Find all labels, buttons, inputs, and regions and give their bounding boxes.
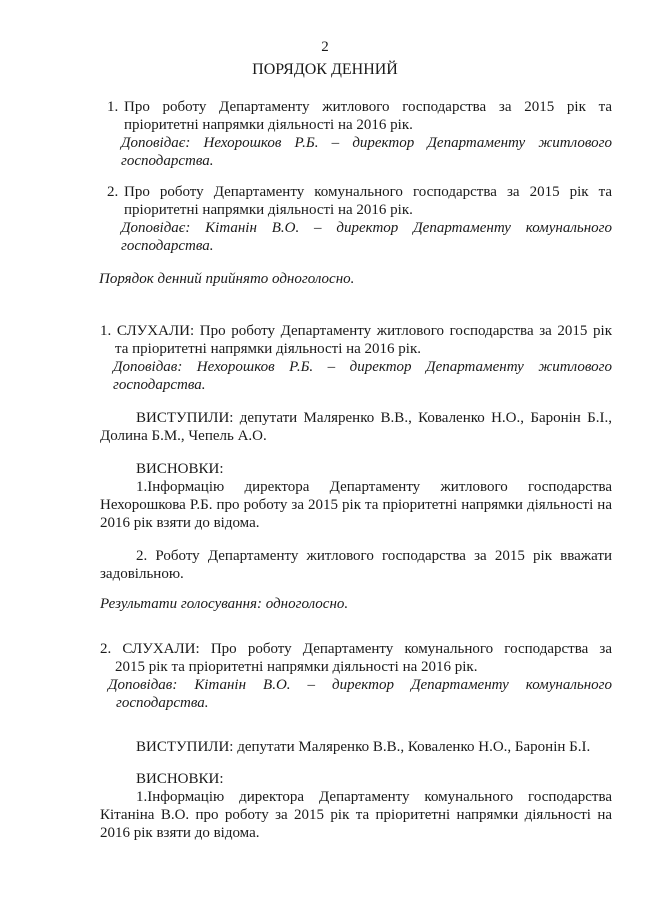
item1-conclusion2-line2: задовільною. bbox=[100, 566, 184, 582]
item1-conclusion1-line2: Нехорошкова Р.Б. про роботу за 2015 рік та пріоритетні напрямки діяльності на bbox=[100, 497, 612, 513]
agenda-item-2-reporter-line1: Доповідає: Кітанін В.О. – директор Департаменту комунального bbox=[121, 220, 612, 236]
item1-reporter-line1: Доповідав: Нехорошков Р.Б. – директор Департаменту житлового bbox=[113, 359, 612, 375]
item2-heard-line2: 2015 рік та пріоритетні напрямки діяльності на 2016 рік. bbox=[115, 659, 478, 675]
item2-conclusion1-line2: Кітаніна В.О. про роботу за 2015 рік та пріоритетні напрямки діяльності на bbox=[100, 807, 612, 823]
item2-reporter-line1: Доповідав: Кітанін В.О. – директор Департаменту комунального bbox=[108, 677, 612, 693]
item1-heard-line1: 1. СЛУХАЛИ: Про роботу Департаменту житлового господарства за 2015 рік bbox=[100, 323, 612, 339]
page-number: 2 bbox=[321, 39, 329, 55]
item2-spoke-line1: ВИСТУПИЛИ: депутати Маляренко В.В., Коваленко Н.О., Баронін Б.І. bbox=[136, 739, 591, 755]
item2-conclusion1-line3: 2016 рік взяти до відома. bbox=[100, 825, 260, 841]
agenda-adopted-note: Порядок денний прийнято одноголосно. bbox=[99, 271, 355, 287]
agenda-item-1-title-line2: пріоритетні напрямки діяльності на 2016 рік. bbox=[124, 117, 413, 133]
item1-vote-result: Результати голосування: одноголосно. bbox=[100, 596, 349, 612]
agenda-item-1-reporter-line2: господарства. bbox=[121, 153, 214, 169]
item1-conclusion2-line1: 2. Роботу Департаменту житлового господарства за 2015 рік вважати bbox=[136, 548, 612, 564]
item2-heard-line1: 2. СЛУХАЛИ: Про роботу Департаменту комунального господарства за bbox=[100, 641, 612, 657]
item1-conclusion1-line1: 1.Інформацію директора Департаменту житлового господарства bbox=[136, 479, 612, 495]
item2-conclusions-title: ВИСНОВКИ: bbox=[136, 771, 224, 787]
page-title: ПОРЯДОК ДЕННИЙ bbox=[252, 61, 398, 78]
agenda-item-2-title-line1: Про роботу Департаменту комунального господарства за 2015 рік та bbox=[124, 184, 612, 200]
agenda-item-2-number: 2. bbox=[107, 184, 119, 200]
agenda-item-1-number: 1. bbox=[107, 99, 119, 115]
item1-reporter-line2: господарства. bbox=[113, 377, 206, 393]
agenda-item-2-reporter-line2: господарства. bbox=[121, 238, 214, 254]
item1-conclusion1-line3: 2016 рік взяти до відома. bbox=[100, 515, 260, 531]
item2-reporter-line2: господарства. bbox=[116, 695, 209, 711]
agenda-item-1-reporter-line1: Доповідає: Нехорошков Р.Б. – директор Департаменту житлового bbox=[121, 135, 612, 151]
item2-conclusion1-line1: 1.Інформацію директора Департаменту комунального господарства bbox=[136, 789, 612, 805]
agenda-item-1-title-line1: Про роботу Департаменту житлового господарства за 2015 рік та bbox=[124, 99, 612, 115]
agenda-item-2-title-line2: пріоритетні напрямки діяльності на 2016 рік. bbox=[124, 202, 413, 218]
item1-heard-line2: та пріоритетні напрямки діяльності на 2016 рік. bbox=[115, 341, 421, 357]
item1-conclusions-title: ВИСНОВКИ: bbox=[136, 461, 224, 477]
item1-spoke-line2: Долина Б.М., Чепель А.О. bbox=[100, 428, 267, 444]
item1-spoke-line1: ВИСТУПИЛИ: депутати Маляренко В.В., Коваленко Н.О., Баронін Б.І., bbox=[136, 410, 612, 426]
